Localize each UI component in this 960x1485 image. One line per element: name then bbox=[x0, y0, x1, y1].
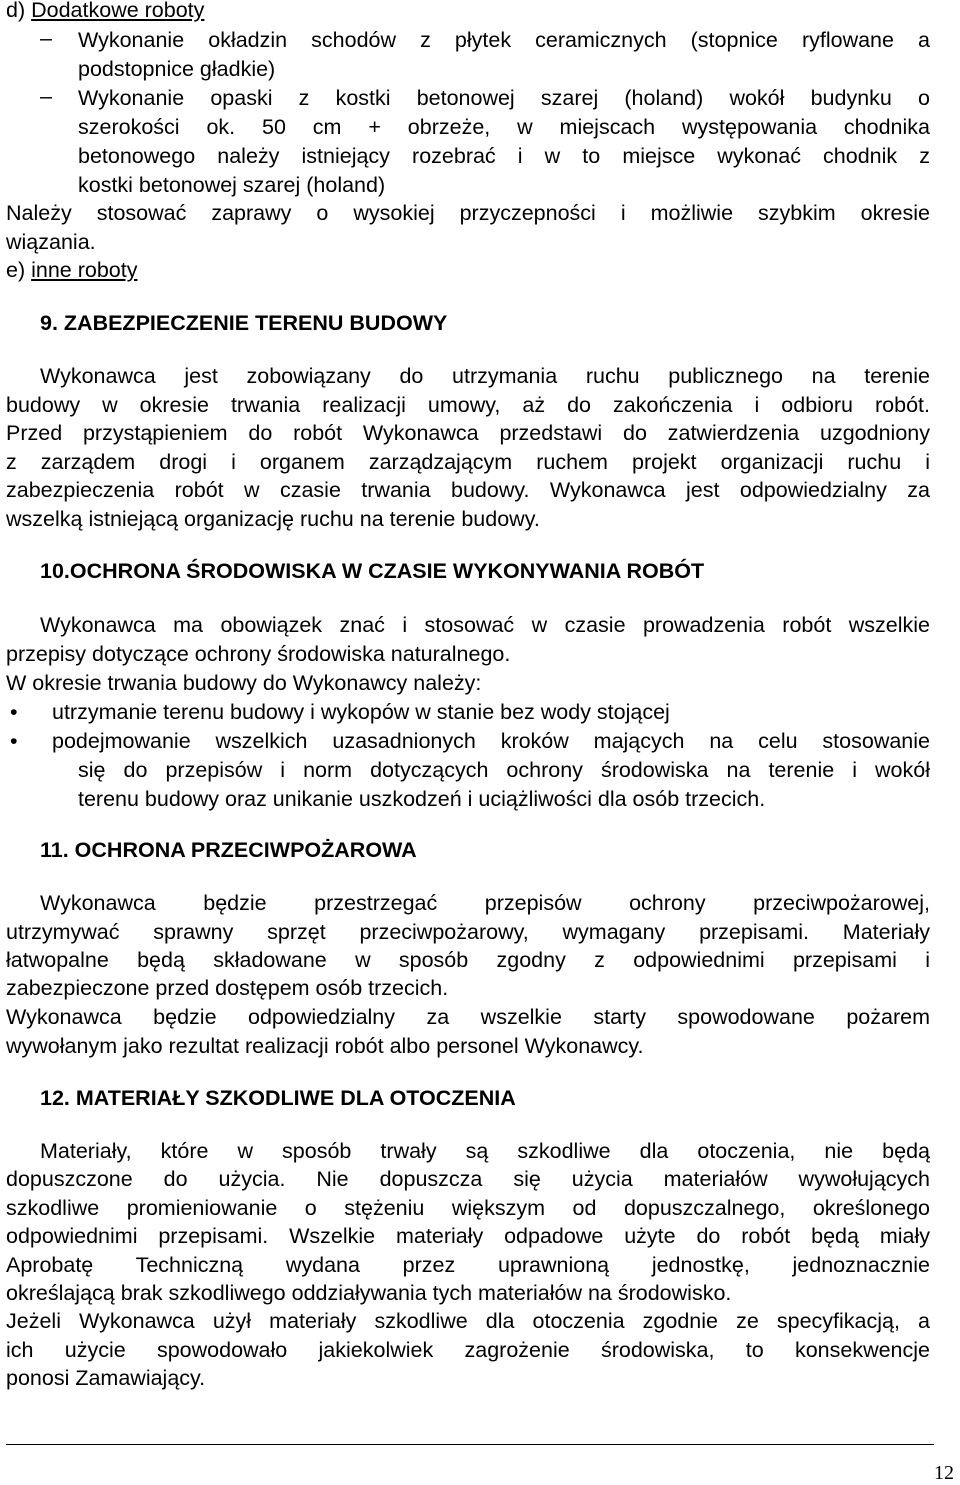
item-e-title: inne roboty bbox=[31, 258, 138, 282]
item-d-heading bbox=[6, 0, 204, 24]
bullet-line: podejmowanie wszelkich uzasadnionych kroków mających na celu stosowanie bbox=[52, 729, 930, 753]
paragraph-line: Należy stosować zaprawy o wysokiej przyczepności i możliwie szybkim okresie bbox=[6, 201, 930, 225]
section-11-heading: 11. OCHRONA PRZECIWPOŻAROWA bbox=[40, 838, 417, 862]
section-9-heading: 9. ZABEZPIECZENIE TERENU BUDOWY bbox=[40, 311, 448, 335]
dash-marker: – bbox=[40, 84, 52, 108]
item-d-prefix: d) bbox=[6, 0, 26, 22]
section-10-title: OCHRONA ŚRODOWISKA W CZASIE WYKONYWANIA ROBÓT bbox=[69, 559, 705, 583]
paragraph-line: Wykonawca ma obowiązek znać i stosować w czasie prowadzenia robót wszelkie bbox=[40, 613, 930, 637]
dash-item-line: podstopnice gładkie) bbox=[78, 57, 276, 81]
page-number: 12 bbox=[934, 1462, 954, 1484]
paragraph-line: Wykonawca będzie przestrzegać przepisów ochrony przeciwpożarowej, bbox=[40, 891, 930, 915]
paragraph-line: zabezpieczenia robót w czasie trwania budowy. Wykonawca jest odpowiedzialny za bbox=[6, 478, 930, 502]
bullet-line: się do przepisów i norm dotyczących ochrony środowiska na terenie i wokół bbox=[78, 758, 930, 782]
paragraph-line: Jeżeli Wykonawca użył materiały szkodliwe dla otoczenia zgodnie ze specyfikacją, a bbox=[6, 1309, 930, 1333]
paragraph-line: określającą brak szkodliwego oddziaływania tych materiałów na środowisko. bbox=[6, 1281, 732, 1305]
paragraph-line: ponosi Zamawiający. bbox=[6, 1366, 206, 1390]
paragraph-line: przepisy dotyczące ochrony środowiska naturalnego. bbox=[6, 642, 511, 666]
bullet-line: utrzymanie terenu budowy i wykopów w stanie bez wody stojącej bbox=[52, 700, 670, 724]
dash-item-line: Wykonanie okładzin schodów z płytek ceramicznych (stopnice ryflowane a bbox=[78, 28, 930, 52]
footer-divider bbox=[6, 1444, 934, 1445]
paragraph-line: W okresie trwania budowy do Wykonawcy należy: bbox=[6, 671, 482, 695]
paragraph-line: wszelką istniejącą organizację ruchu na terenie budowy. bbox=[6, 507, 540, 531]
dash-marker: – bbox=[40, 26, 52, 50]
paragraph-line: łatwopalne będą składowane w sposób zgodny z odpowiednimi przepisami i bbox=[6, 948, 930, 972]
paragraph-line: wiązania. bbox=[6, 230, 96, 254]
paragraph-line: Przed przystąpieniem do robót Wykonawca przedstawi do zatwierdzenia uzgodniony bbox=[6, 421, 930, 445]
paragraph-line: Wykonawca będzie odpowiedzialny za wszelkie starty spowodowane pożarem bbox=[6, 1005, 930, 1029]
section-10-heading bbox=[40, 557, 704, 585]
dash-item-line: Wykonanie opaski z kostki betonowej szarej (holand) wokół budynku o bbox=[78, 86, 930, 110]
paragraph-line: budowy w okresie trwania realizacji umowy, aż do zakończenia i odbioru robót. bbox=[6, 393, 930, 417]
paragraph-line: szkodliwe promieniowanie o stężeniu większym od dopuszczalnego, określonego bbox=[6, 1196, 930, 1220]
bullet-line: terenu budowy oraz unikanie uszkodzeń i uciążliwości dla osób trzecich. bbox=[78, 787, 766, 811]
dash-item-line: kostki betonowej szarej (holand) bbox=[78, 173, 386, 197]
paragraph-line: ich użycie spowodowało jakiekolwiek zagrożenie środowiska, to konsekwencje bbox=[6, 1338, 930, 1362]
bullet-marker: • bbox=[10, 700, 18, 724]
paragraph-line: z zarządem drogi i organem zarządzającym ruchem projekt organizacji ruchu i bbox=[6, 450, 930, 474]
section-12-heading: 12. MATERIAŁY SZKODLIWE DLA OTOCZENIA bbox=[40, 1086, 516, 1110]
dash-item-line: szerokości ok. 50 cm + obrzeże, w miejscach występowania chodnika bbox=[78, 115, 930, 139]
item-e-heading bbox=[6, 256, 138, 284]
paragraph-line: dopuszczone do użycia. Nie dopuszcza się użycia materiałów wywołujących bbox=[6, 1167, 930, 1191]
paragraph-line: Wykonawca jest zobowiązany do utrzymania ruchu publicznego na terenie bbox=[40, 364, 930, 388]
paragraph-line: Aprobatę Techniczną wydana przez uprawnioną jednostkę, jednoznacznie bbox=[6, 1253, 930, 1277]
paragraph-line: wywołanym jako rezultat realizacji robót albo personel Wykonawcy. bbox=[6, 1034, 644, 1058]
paragraph-line: zabezpieczone przed dostępem osób trzecich. bbox=[6, 976, 449, 1000]
paragraph-line: utrzymywać sprawny sprzęt przeciwpożarowy, wymagany przepisami. Materiały bbox=[6, 920, 930, 944]
item-d-title: Dodatkowe roboty bbox=[31, 0, 205, 22]
paragraph-line: Materiały, które w sposób trwały są szkodliwe dla otoczenia, nie będą bbox=[40, 1139, 930, 1163]
item-e-prefix: e) bbox=[6, 258, 26, 282]
bullet-marker: • bbox=[10, 729, 18, 753]
paragraph-line: odpowiednimi przepisami. Wszelkie materiały odpadowe użyte do robót będą miały bbox=[6, 1224, 930, 1248]
section-10-number: 10. bbox=[40, 559, 70, 583]
dash-item-line: betonowego należy istniejący rozebrać i w to miejsce wykonać chodnik z bbox=[78, 144, 930, 168]
